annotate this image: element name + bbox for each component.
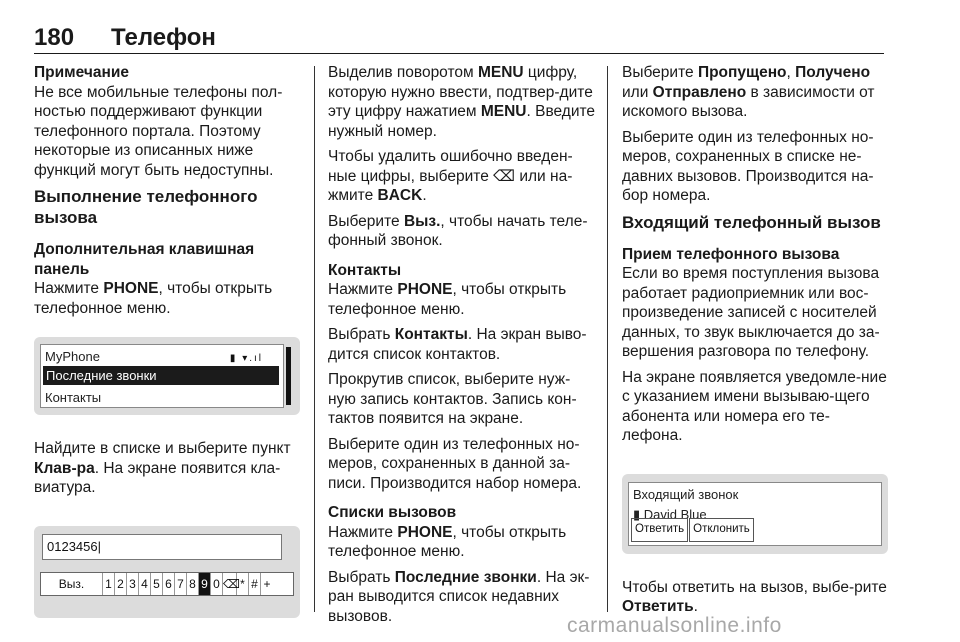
subheading-contacts: Контакты — [328, 261, 402, 279]
backspace-icon: ⌫ — [493, 167, 516, 185]
key-4[interactable]: 4 — [139, 573, 151, 595]
call-key[interactable]: Выз. — [41, 573, 103, 595]
subheading-call-lists: Списки вызовов — [328, 504, 457, 521]
section-heading-incoming: Входящий телефонный вызов — [622, 212, 881, 232]
paragraph: Выбрать Последние звонки. На эк-ран выводится список недавних вызовов. — [328, 568, 590, 625]
key-star[interactable]: * — [237, 573, 249, 595]
paragraph: Выделив поворотом MENU цифру, которую нужно ввести, подтвер-дите эту цифру нажатием MENU. Введите нужный номер. — [328, 64, 596, 140]
key-7[interactable]: 7 — [175, 573, 187, 595]
keypad-row — [40, 572, 294, 596]
backspace-icon[interactable]: ⌫ — [223, 573, 237, 595]
column-1 — [34, 63, 300, 618]
paragraph: Чтобы ответить на вызов, выбе-рите Ответить. — [622, 578, 887, 615]
key-0[interactable]: 0 — [211, 573, 223, 595]
menu-item-recent-calls[interactable]: Последние звонки — [43, 366, 279, 385]
reject-button[interactable]: Отклонить — [689, 518, 754, 542]
answer-button[interactable]: Ответить — [631, 518, 688, 542]
note-text: Не все мобильные телефоны пол-ностью поддерживают функции телефонного портала. Поэтому некоторые из описанных ниже функций могут быть недоступны. — [34, 83, 283, 179]
paragraph: Выберите один из телефонных но-меров, сохраненных в списке не-давних вызовов. Производится на-бор номера. — [622, 128, 874, 204]
incoming-call-screen — [622, 474, 888, 554]
paragraph: Если во время поступления вызова работает радиоприемник или вос-произведение записей с носителей данных, то звук выключается до за-вершения разговора по телефону. — [622, 265, 880, 360]
paragraph: Выберите один из телефонных но-меров, сохраненных в данной за-писи. Производится набор номера. — [328, 435, 582, 492]
paragraph: Выберите Выз., чтобы начать теле-фонный звонок. — [328, 212, 588, 249]
paragraph: Нажмите PHONE, чтобы открыть телефонное меню. — [34, 280, 273, 317]
paragraph: Нажмите PHONE, чтобы открыть телефонное меню. — [328, 281, 567, 318]
column-2 — [328, 63, 596, 632]
paragraph: Выбрать Контакты. На экран выво-дится список контактов. — [328, 326, 587, 363]
caller-name: ▮ David Blue — [633, 506, 707, 522]
scrollbar — [286, 347, 291, 405]
key-8[interactable]: 8 — [187, 573, 199, 595]
note-title: Примечание — [34, 64, 129, 81]
key-9-selected[interactable]: 9 — [199, 573, 211, 595]
key-3[interactable]: 3 — [127, 573, 139, 595]
paragraph: Чтобы удалить ошибочно введен-ные цифры, выберите ⌫ или на-жмите BACK. — [328, 148, 573, 204]
keypad-screen — [34, 526, 300, 618]
key-5[interactable]: 5 — [151, 573, 163, 595]
page-header — [34, 24, 884, 54]
key-1[interactable]: 1 — [103, 573, 115, 595]
battery-signal-icon: ▮ ▾.ıl — [229, 353, 263, 364]
menu-item-contacts[interactable]: Контакты — [45, 390, 102, 405]
screen-title: Входящий звонок — [633, 486, 739, 502]
subheading-keypad: Дополнительная клавишная панель — [34, 241, 255, 278]
number-input[interactable]: 0123456| — [42, 534, 282, 560]
paragraph: Выберите Пропущено, Получено или Отправлено в зависимости от искомого вызова. — [622, 64, 875, 120]
column-divider — [607, 66, 608, 612]
section-heading-call: Выполнение телефонного вызова — [34, 187, 258, 227]
phone-icon: ▮ — [633, 506, 644, 522]
screen-title: MyPhone — [45, 349, 100, 364]
page-number: 180 — [34, 24, 75, 51]
key-6[interactable]: 6 — [163, 573, 175, 595]
subheading-receive: Прием телефонного вызова — [622, 245, 840, 263]
column-divider — [314, 66, 315, 612]
key-hash[interactable]: # — [249, 573, 261, 595]
phone-menu-screen — [34, 337, 300, 415]
page-title: Телефон — [111, 24, 216, 51]
paragraph: Нажмите PHONE, чтобы открыть телефонное меню. — [328, 523, 567, 560]
key-2[interactable]: 2 — [115, 573, 127, 595]
paragraph: Прокрутив список, выберите нуж-ную запись контактов. Запись кон-тактов появится на экране. — [328, 371, 577, 427]
paragraph: На экране появляется уведомле-ние с указанием имени вызываю-щего абонента или номера его те-лефона. — [622, 368, 887, 444]
key-plus[interactable]: + — [263, 576, 271, 591]
paragraph: Найдите в списке и выберите пункт Клав-ра. На экране появится кла-виатура. — [34, 440, 291, 496]
column-3 — [622, 63, 890, 623]
watermark: carmanualsonline.info — [567, 614, 782, 637]
